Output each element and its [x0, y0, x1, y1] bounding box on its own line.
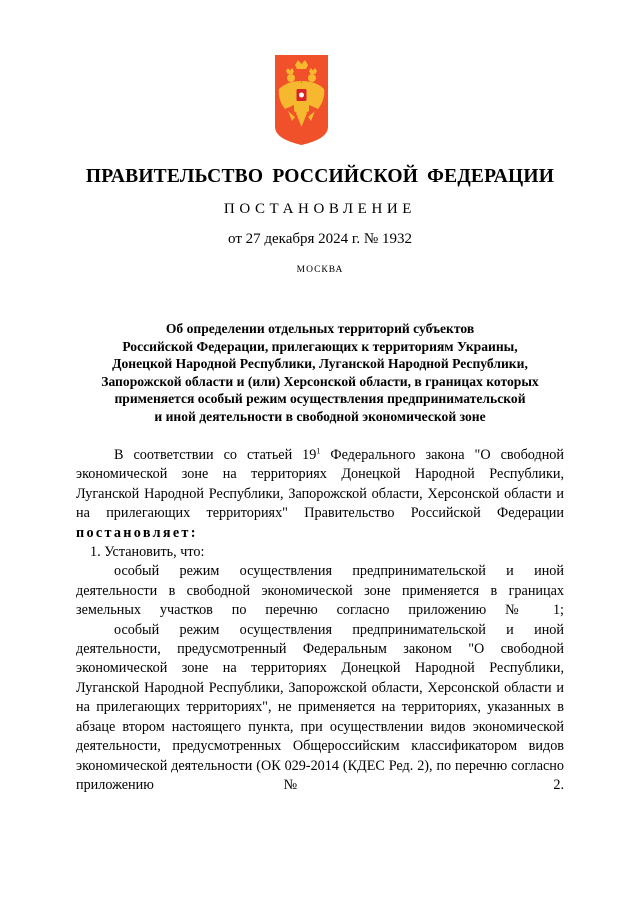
government-name: ПРАВИТЕЛЬСТВО РОССИЙСКОЙ ФЕДЕРАЦИИ: [85, 166, 555, 187]
preamble-start: В соответствии со статьей 19: [114, 447, 317, 463]
preamble-end: Федерального закона "О свободной экономической зоне на территориях Донецкой Народной Республики, Луганской Народной Республики, Запорожской области, Херсонской области и на прилегающих территориях" Правительство Российской Федерации: [76, 447, 564, 522]
item-1-heading: 1. Установить, что:: [90, 544, 205, 561]
subject-line: Российской Федерации, прилегающих к территориям Украины,: [122, 338, 518, 354]
article-superscript: 1: [316, 446, 321, 456]
subject-line: Об определении отдельных территорий субъектов: [165, 321, 475, 336]
item-1-paragraph-1: особый режим осуществления предпринимательской и иной деятельности в свободной экономической зоне применяется в границах земельных участков по перечню согласно приложению № 1;: [76, 563, 564, 619]
item-1-paragraph-2: особый режим осуществления предпринимательской и иной деятельности, предусмотренный Федеральным законом "О свободной экономической зоне на территориях Донецкой Народной Республики, Луганской Народной Республики, Запорожской области, Херсонской области и на прилегающих территориях", не применяется на территориях, указанных в абзаце втором настоящего пункта, при осуществлении видов экономической деятельности, предусмотренных Общероссийским классификатором видов экономической деятельности (ОК 029-2014 (КДЕС Ред. 2), по перечню согласно приложению № 2.: [76, 621, 564, 793]
preamble-paragraph: [76, 446, 564, 524]
subject-line: и иной деятельности в свободной экономической зоне: [154, 408, 486, 424]
document-date-number: от 27 декабря 2024 г. № 1932: [228, 231, 412, 247]
document-type: ПОСТАНОВЛЕНИЕ: [223, 201, 417, 217]
subject-line: Запорожской области и (или) Херсонской области, в границах которых: [101, 373, 539, 389]
document-city: МОСКВА: [296, 265, 344, 275]
decree-word-line: [76, 524, 564, 543]
document-body: [76, 446, 564, 795]
subject-line: Донецкой Народной Республики, Луганской Народной Республики,: [112, 356, 528, 371]
decree-word: постановляет:: [76, 524, 198, 541]
subject-line: применяется особый режим осуществления предпринимательской: [114, 391, 526, 406]
russian-coat-of-arms-icon: [275, 55, 328, 145]
document-subject: [70, 320, 570, 425]
